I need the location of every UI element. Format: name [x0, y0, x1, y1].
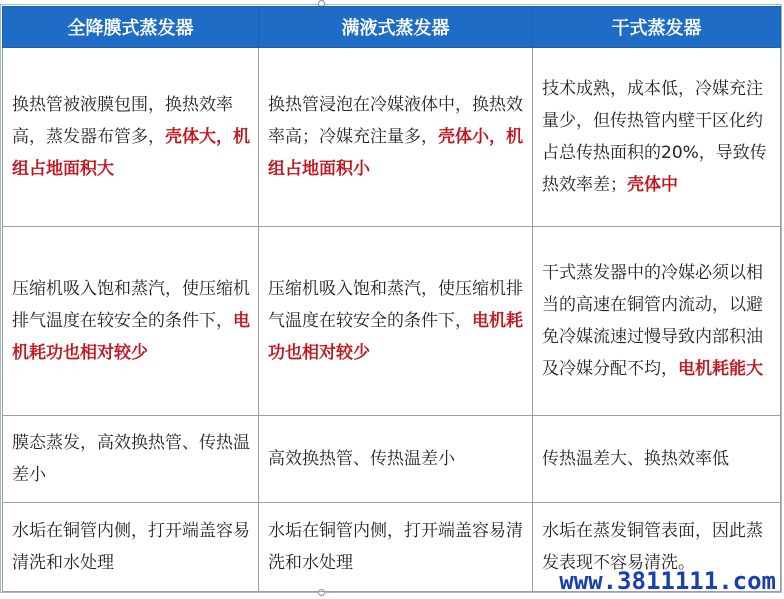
- cell-emphasis: 壳体大，机组占地面积大: [12, 127, 250, 179]
- cell-text: 压缩机吸入饱和蒸汽，使压缩机排气温度在较安全的条件下，: [268, 279, 523, 331]
- cell-emphasis: 电机耗功也相对较少: [268, 311, 523, 363]
- table-cell: [259, 503, 533, 592]
- table-cell: [259, 416, 533, 503]
- header-flooded: 满液式蒸发器: [259, 7, 533, 48]
- cell-text: 换热管被液膜包围，换热效率高，蒸发器布管多，: [12, 95, 233, 147]
- evaporator-comparison-table: [2, 6, 781, 592]
- cell-text: 压缩机吸入饱和蒸汽，使压缩机排气温度在较安全的条件下，: [12, 279, 250, 331]
- header-row: [3, 7, 781, 48]
- cell-emphasis: 壳体中: [627, 175, 678, 195]
- header-falling-film: 全降膜式蒸发器: [3, 7, 259, 48]
- cell-text: 传热温差大、换热效率低: [542, 449, 729, 469]
- watermark: www.3811111.com: [559, 567, 776, 595]
- cell-text: 水垢在蒸发铜管表面，因此蒸发表现不容易清洗。: [542, 521, 763, 573]
- table-cell: [3, 503, 259, 592]
- cell-text: 换热管浸泡在冷媒液体中，换热效率高；冷媒充注量多，: [268, 95, 523, 147]
- cell-emphasis: 电机耗功也相对较少: [12, 311, 250, 363]
- cell-text: 膜态蒸发，高效换热管、传热温差小: [12, 433, 250, 485]
- table-row: [3, 227, 781, 416]
- cell-text: 干式蒸发器中的冷媒必须以相当的高速在铜管内流动，以避免冷媒流速过慢导致内部积油及冷媒分配不均，: [542, 263, 763, 379]
- table-cell: [533, 48, 781, 227]
- cell-text: 高效换热管、传热温差小: [268, 449, 455, 469]
- table-cell: [259, 227, 533, 416]
- table-row: [3, 48, 781, 227]
- table-row: [3, 416, 781, 503]
- cell-text: 水垢在铜管内侧，打开端盖容易清洗和水处理: [268, 521, 523, 573]
- cell-text: 技术成熟，成本低，冷媒充注量少，但传热管内壁干区化约占总传热面积的20%，导致传热效率差；: [542, 79, 767, 195]
- header-dry-expansion: 干式蒸发器: [533, 7, 781, 48]
- cell-emphasis: 壳体小，机组占地面积小: [268, 127, 523, 179]
- table-cell: [3, 227, 259, 416]
- table-cell: [533, 227, 781, 416]
- table-cell: [3, 416, 259, 503]
- table-cell: [259, 48, 533, 227]
- table-cell: [3, 48, 259, 227]
- table-cell: [533, 416, 781, 503]
- cell-emphasis: 电机耗能大: [678, 359, 763, 379]
- cell-text: 水垢在铜管内侧，打开端盖容易清洗和水处理: [12, 521, 250, 573]
